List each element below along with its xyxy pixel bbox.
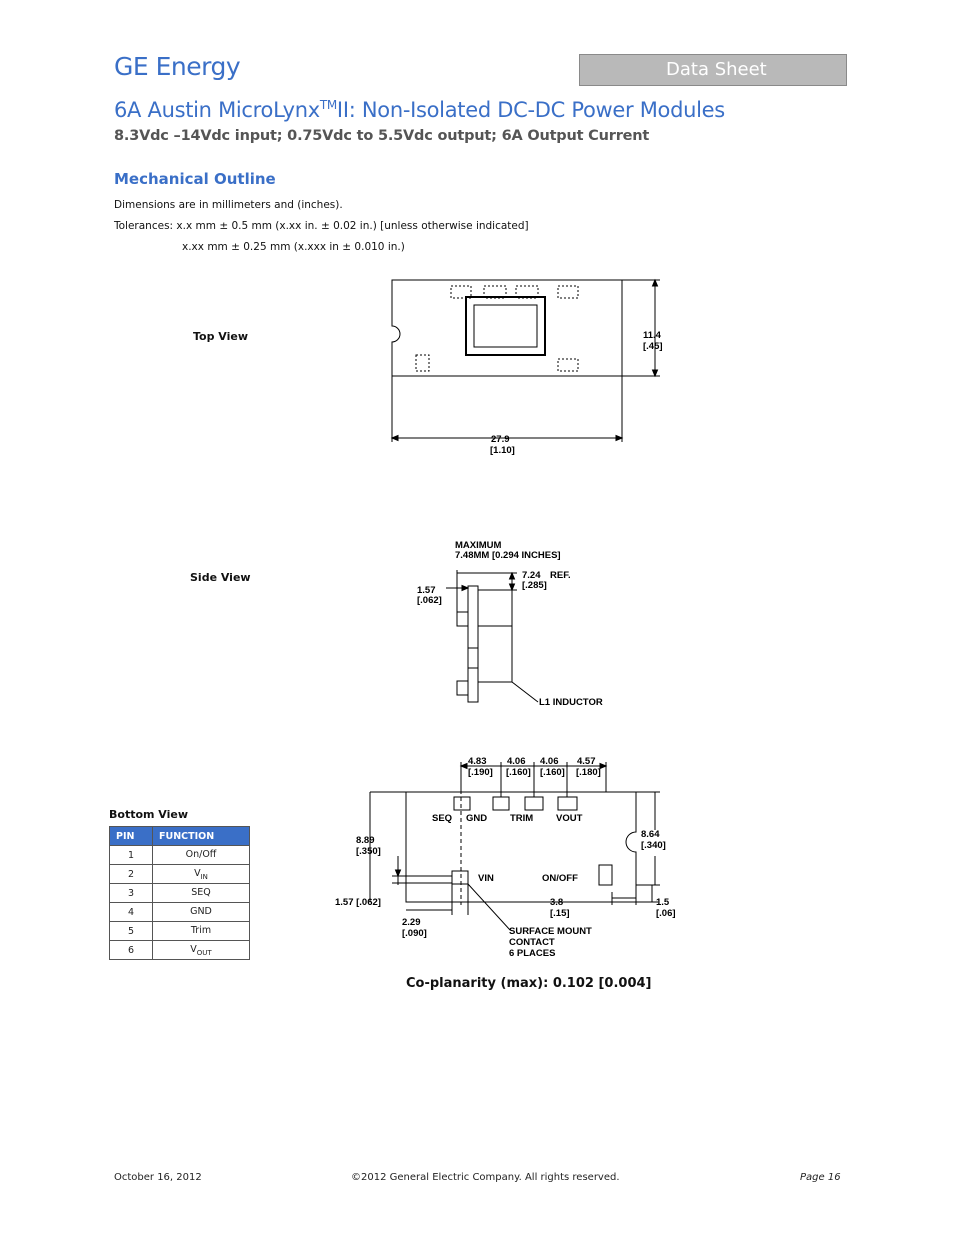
bottom-d3-in: [.160] [540, 767, 565, 778]
bottom-pad-width-in: [.090] [402, 928, 427, 939]
side-max-value: 7.48MM [0.294 INCHES] [455, 550, 561, 561]
pin-function: Trim [153, 922, 250, 941]
bottom-d1-mm: 4.83 [468, 756, 487, 767]
table-header-row [110, 827, 250, 846]
top-width-in: [1.10] [490, 445, 515, 456]
bottom-d2-in: [.160] [506, 767, 531, 778]
table-row [110, 865, 250, 884]
table-row [110, 941, 250, 960]
dimension-note: Dimensions are in millimeters and (inches). [114, 199, 343, 211]
header-function: FUNCTION [153, 827, 250, 846]
bottom-edge-mm: 1.5 [656, 897, 670, 908]
title-rest: II: Non-Isolated DC-DC Power Modules [336, 98, 725, 122]
bottom-left-mm: 8.89 [356, 835, 375, 846]
pin-number: 4 [110, 903, 153, 922]
bottom-offset-label: 1.57 [.062] [335, 897, 381, 908]
bottom-d4-in: [.180] [576, 767, 601, 778]
bottom-left-in: [.350] [356, 846, 381, 857]
side-view-label: Side View [190, 571, 251, 584]
pin-number: 6 [110, 941, 153, 960]
bottom-right-mm: 8.64 [641, 829, 660, 840]
pad-label-onoff: ON/OFF [542, 873, 578, 884]
pin-number: 3 [110, 884, 153, 903]
side-inductor-label: L1 INDUCTOR [539, 697, 603, 708]
bottom-pad-offset-mm: 3.8 [550, 897, 564, 908]
bottom-view-drawing [370, 762, 660, 930]
pin-number: 5 [110, 922, 153, 941]
bottom-edge-in: [.06] [656, 908, 676, 919]
side-max-label: MAXIMUM [455, 540, 502, 551]
coplanarity-note: Co-planarity (max): 0.102 [0.004] [406, 976, 652, 991]
top-width-mm: 27.9 [491, 434, 510, 445]
pin-function: On/Off [153, 846, 250, 865]
pin-function: $V_{OUT}$ [153, 941, 250, 960]
page-subtitle: 8.3Vdc –14Vdc input; 0.75Vdc to 5.5Vdc output; 6A Output Current [114, 128, 650, 144]
top-height-in: [.45] [643, 341, 663, 352]
pin-number: 1 [110, 846, 153, 865]
bottom-d1-in: [.190] [468, 767, 493, 778]
table-row [110, 884, 250, 903]
brand-logo-text: GE Energy [114, 52, 241, 81]
pin-function: $V_{IN}$ [153, 865, 250, 884]
top-view-drawing [392, 280, 660, 442]
table-row [110, 922, 250, 941]
pin-function: SEQ [153, 884, 250, 903]
pin-number: 2 [110, 865, 153, 884]
pad-label-vin: VIN [478, 873, 494, 884]
smc-label-3: 6 PLACES [509, 948, 556, 959]
pad-label-seq: SEQ [432, 813, 453, 824]
bottom-pad-offset-in: [.15] [550, 908, 570, 919]
pin-function: GND [153, 903, 250, 922]
footer-page-number: Page 16 [800, 1172, 841, 1183]
footer-copyright: ©2012 General Electric Company. All rights reserved. [351, 1172, 620, 1183]
section-heading: Mechanical Outline [114, 170, 276, 188]
bottom-d3-mm: 4.06 [540, 756, 559, 767]
smc-label-2: CONTACT [509, 937, 555, 948]
top-height-mm: 11.4 [643, 330, 661, 341]
side-thickness-in: [.062] [417, 595, 442, 606]
bottom-pad-width-mm: 2.29 [402, 917, 421, 928]
header-pin: PIN [110, 827, 153, 846]
trademark-mark: TM [319, 98, 337, 112]
side-ref-mm: 7.24 [522, 570, 541, 581]
top-view-label: Top View [193, 330, 249, 343]
doc-type-label: Data Sheet [666, 59, 767, 80]
tolerance-note-2: x.xx mm ± 0.25 mm (x.xxx in ± 0.010 in.) [182, 241, 405, 253]
bottom-right-in: [.340] [641, 840, 666, 851]
bottom-d4-mm: 4.57 [577, 756, 596, 767]
pad-label-gnd: GND [466, 813, 488, 824]
side-ref-in: [.285] [522, 580, 547, 591]
bottom-d2-mm: 4.06 [507, 756, 526, 767]
tolerance-note: Tolerances: x.x mm ± 0.5 mm (x.xx in. ± 0.02 in.) [unless otherwise indicated] [114, 220, 529, 232]
footer-date: October 16, 2012 [114, 1172, 202, 1183]
table-row [110, 846, 250, 865]
bottom-view-label: Bottom View [109, 808, 189, 821]
table-row [110, 903, 250, 922]
pad-label-trim: TRIM [510, 813, 534, 824]
side-thickness-mm: 1.57 [417, 585, 436, 596]
pad-label-vout: VOUT [556, 813, 583, 824]
side-ref-label: REF. [550, 570, 571, 581]
pin-function-table [109, 826, 250, 960]
smc-label-1: SURFACE MOUNT [509, 926, 592, 937]
title-main: 6A Austin MicroLynx [114, 98, 320, 122]
